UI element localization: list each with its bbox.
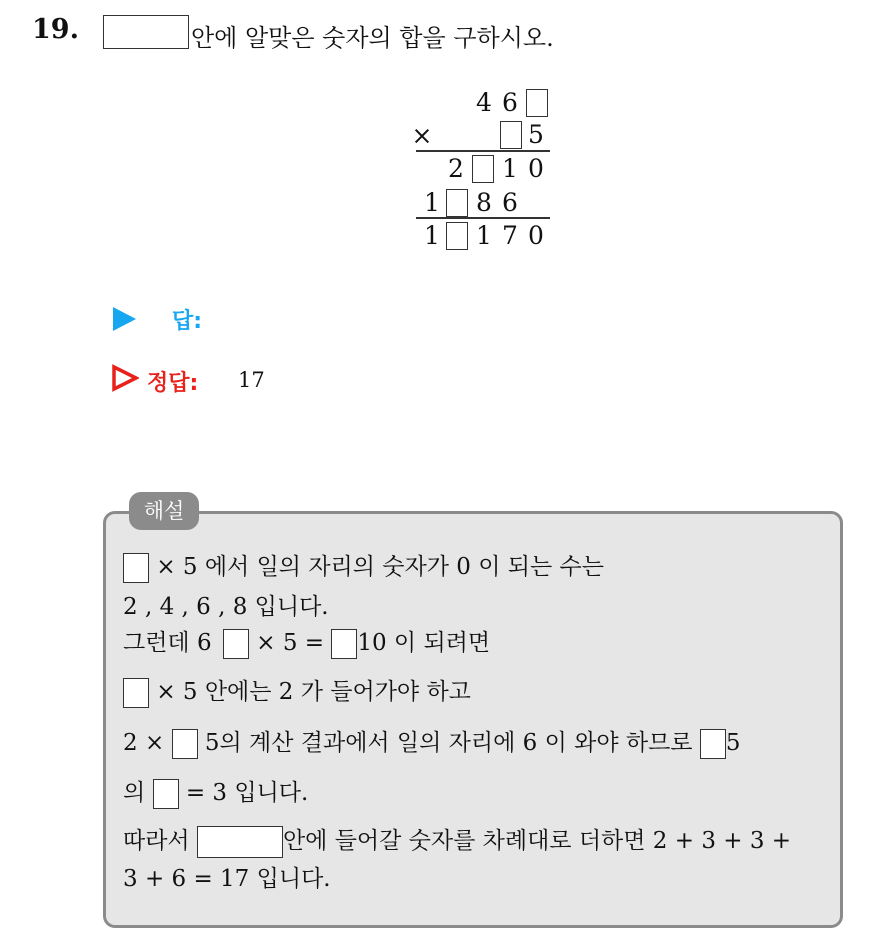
multiplier-digit: 5: [528, 120, 544, 149]
explanation-text: 10 이 되려면: [357, 630, 491, 656]
explanation-text: 2 , 4 , 6 , 8 입니다.: [123, 594, 329, 620]
explanation-line: [123, 590, 329, 624]
blank-box: [446, 189, 468, 217]
explanation-line: [123, 626, 490, 660]
multiplicand-digit: 4: [476, 88, 492, 117]
explanation-line: [123, 726, 740, 760]
explanation-text: 2 ×: [123, 730, 165, 756]
result-digit: 7: [502, 221, 518, 250]
solution-label: 정답:: [147, 371, 199, 396]
rule-line: [416, 150, 550, 152]
explanation-text: 5: [725, 730, 741, 756]
question-text: 안에 알맞은 숫자의 합을 구하시오.: [191, 24, 554, 52]
explanation-line: [123, 776, 308, 810]
blank-box: [472, 155, 494, 183]
explanation-text: 따라서: [123, 828, 190, 854]
blank-box: [331, 629, 357, 659]
explanation-line: [123, 675, 471, 709]
multiplicand-digit: 6: [502, 88, 518, 117]
rule-line: [416, 217, 550, 219]
explanation-text: 그런데 6: [123, 630, 212, 656]
partial-digit: 2: [448, 154, 464, 183]
blank-box: [123, 678, 149, 708]
blank-box: [197, 826, 283, 858]
blank-box: [223, 629, 249, 659]
blank-box: [700, 729, 726, 759]
explanation-text: × 5 =: [256, 630, 325, 656]
explanation-line: [123, 550, 604, 584]
result-digit: 1: [476, 221, 492, 250]
partial-digit: 1: [424, 188, 440, 217]
explanation-text: 안에 들어갈 숫자를 차례대로 더하면 2 + 3 + 3 +: [282, 828, 792, 854]
explanation-text: × 5 안에는 2 가 들어가야 하고: [156, 679, 471, 705]
result-digit: 1: [424, 221, 440, 250]
solution-value: 17: [238, 368, 265, 392]
blank-box: [526, 89, 548, 117]
outline-triangle-icon: [111, 364, 139, 392]
result-digit: 0: [528, 221, 544, 250]
blank-box: [446, 222, 468, 250]
question-number: 19.: [32, 14, 79, 45]
blank-box: [500, 121, 522, 149]
explanation-tag: 해설: [129, 492, 199, 530]
explanation-line: [123, 862, 331, 896]
answer-blank-box: [103, 15, 189, 49]
multiply-sign: ×: [411, 121, 433, 150]
partial-digit: 8: [476, 188, 492, 217]
explanation-text: × 5 에서 일의 자리의 숫자가 0 이 되는 수는: [156, 554, 604, 580]
blank-box: [123, 553, 149, 583]
blank-box: [172, 729, 198, 759]
explanation-text: 3 + 6 = 17 입니다.: [123, 866, 331, 892]
explanation-text: = 3 입니다.: [185, 780, 309, 806]
explanation-line: [123, 824, 791, 858]
explanation-text: 5의 계산 결과에서 일의 자리에 6 이 와야 하므로: [204, 730, 693, 756]
answer-label: 답:: [172, 309, 203, 334]
explanation-text: 의: [123, 780, 146, 806]
partial-digit: 1: [502, 154, 518, 183]
partial-digit: 0: [528, 154, 544, 183]
play-triangle-icon: [113, 307, 136, 331]
blank-box: [153, 779, 179, 809]
partial-digit: 6: [502, 188, 518, 217]
